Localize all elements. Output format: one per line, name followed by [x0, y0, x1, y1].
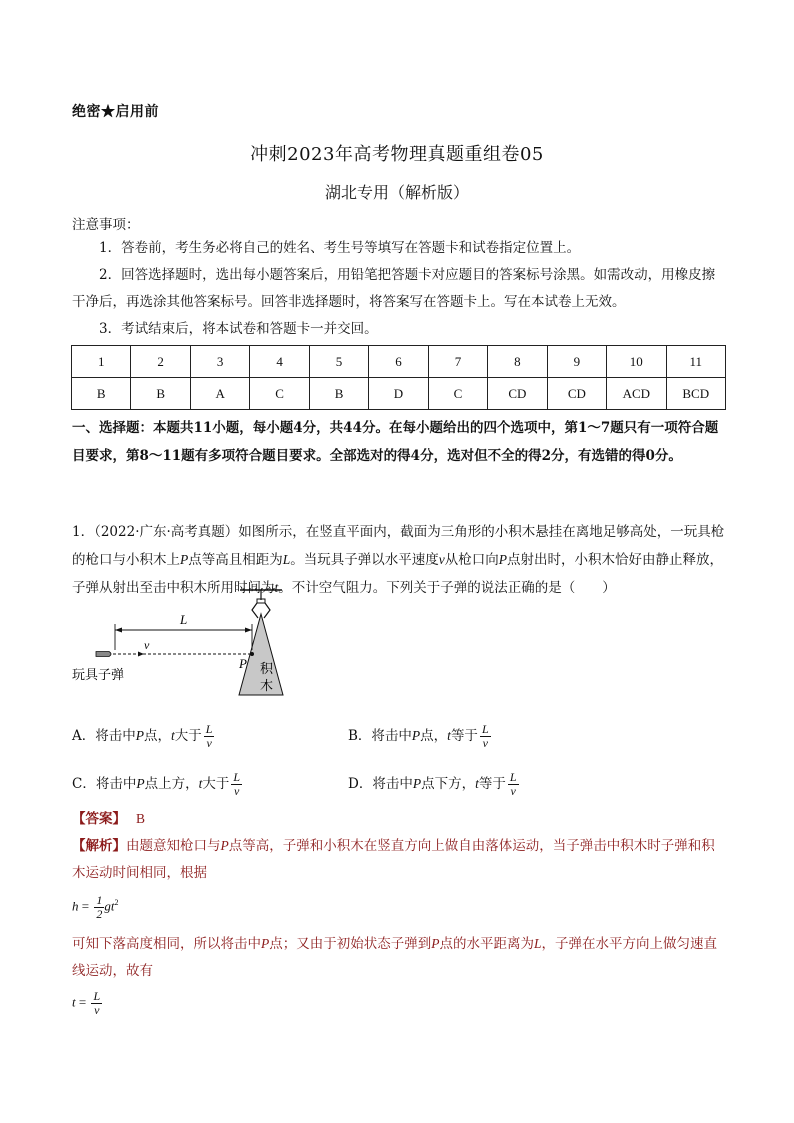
option-text: A．将击中	[72, 728, 136, 744]
label-v: v	[144, 638, 150, 652]
option-var-p: P	[135, 728, 144, 743]
q1-var-t: t	[274, 580, 279, 595]
option-text: 点上方，	[144, 776, 199, 792]
table-cell: 7	[428, 346, 487, 378]
fraction-l-over-v: $\frac{L}{v}$	[93, 989, 101, 1017]
table-cell: C	[250, 378, 309, 410]
table-cell: 4	[250, 346, 309, 378]
option-var-p: P	[411, 728, 421, 743]
option-d	[348, 771, 519, 798]
explanation-paragraph-2	[72, 930, 726, 985]
distance-arrow-right	[245, 628, 252, 633]
label-p: P	[239, 656, 247, 671]
table-cell: 3	[190, 346, 249, 378]
formula-time	[72, 990, 102, 1017]
block-label-2: 木	[260, 679, 274, 694]
option-a	[72, 723, 214, 750]
table-cell: B	[131, 378, 190, 410]
table-cell: 11	[666, 346, 725, 378]
explanation-paragraph-1	[72, 832, 726, 887]
option-var-t: t	[171, 728, 175, 743]
answer-table-number-row	[72, 346, 726, 378]
option-text: D．将击中	[348, 776, 413, 792]
section-instructions: 一、选择题：本题共11小题，每小题4分，共44分。在每小题给出的四个选项中，第1～7题只有一项符合题目要求，第8～11题有多项符合题目要求。全部选对的得4分，选对但不全的得2分，有选错的得0分。	[72, 420, 719, 464]
table-cell: 8	[488, 346, 547, 378]
formula-free-fall	[72, 894, 118, 921]
fraction-one-half: $\frac{1}{2}$	[96, 893, 103, 921]
explanation-var-p: P	[261, 936, 270, 951]
answer-table	[71, 345, 726, 410]
secret-label: 绝密★启用前	[72, 104, 159, 120]
explanation-label: 【解析】	[72, 838, 126, 854]
q1-text: 1．（2022·广东·高考真题）如图所示，在竖直平面内，截面为三角形的小积木悬挂在离地足够高处，一玩具枪的枪口与小积木上	[72, 524, 725, 568]
explanation-text: 点的水平距离为	[439, 936, 534, 952]
formula-equals: =	[75, 994, 90, 1010]
bullet-shape	[96, 652, 111, 657]
option-var-p: P	[412, 776, 422, 791]
page-title: 冲刺2023年高考物理真题重组卷05	[250, 144, 544, 165]
table-cell: C	[428, 378, 487, 410]
answer-label: 【答案】	[72, 811, 126, 827]
table-cell: ACD	[607, 378, 666, 410]
table-cell: B	[72, 378, 131, 410]
fraction-l-over-v: $\frac{L}{v}$	[205, 722, 213, 750]
explanation-var-p: P	[431, 936, 440, 951]
answer-table-answer-row	[72, 378, 726, 410]
option-text: 等于	[478, 776, 506, 792]
option-var-p: P	[136, 776, 145, 791]
fraction-l-over-v: $\frac{L}{v}$	[233, 770, 241, 798]
formula-equals: =	[78, 898, 93, 914]
option-text: C．将击中	[72, 776, 137, 792]
formula-gt: gt	[104, 898, 115, 914]
table-cell: A	[190, 378, 249, 410]
q1-var-p: P	[180, 552, 189, 567]
option-text: 点，	[420, 728, 448, 744]
table-cell: CD	[547, 378, 606, 410]
q1-text: 。不计空气阻力。下列关于子弹的说法正确的是（ ）	[278, 580, 616, 596]
option-var-t: t	[198, 776, 203, 791]
table-cell: BCD	[666, 378, 725, 410]
table-cell: B	[309, 378, 368, 410]
block-label-1: 积	[260, 662, 274, 677]
fraction-l-over-v: $\frac{L}{v}$	[481, 722, 489, 750]
table-cell: D	[369, 378, 428, 410]
notice-heading: 注意事项：	[72, 217, 140, 233]
explanation-var-l: L	[534, 936, 542, 951]
label-toy-bullet: 玩具子弹	[72, 668, 125, 683]
option-text: 点，	[144, 728, 171, 744]
table-cell: 1	[72, 346, 131, 378]
q1-var-p: P	[498, 552, 508, 567]
option-var-t: t	[447, 728, 451, 743]
option-text: 大于	[174, 728, 202, 744]
distance-arrow-left	[115, 628, 122, 633]
explanation-text: 点；又由于初始状态子弹到	[269, 936, 432, 952]
table-cell: 6	[369, 346, 428, 378]
option-b	[348, 723, 491, 750]
formula-exponent: 2	[114, 898, 119, 908]
q1-text: 。当玩具子弹以水平速度	[290, 552, 439, 568]
point-p-dot	[250, 652, 254, 656]
formula-var-h: h	[72, 898, 79, 914]
label-l: L	[180, 612, 188, 627]
table-cell: 9	[547, 346, 606, 378]
q1-var-l: L	[282, 552, 291, 567]
option-c	[72, 771, 242, 798]
option-text: 点下方，	[421, 776, 476, 792]
option-var-t: t	[475, 776, 479, 791]
option-text: B．将击中	[348, 728, 412, 744]
q1-var-v: v	[438, 552, 445, 567]
explanation-text: 由题意知枪口与	[126, 838, 221, 854]
explanation-text: 可知下落高度相同，所以将击中	[72, 936, 261, 952]
table-cell: 5	[309, 346, 368, 378]
notice-item-2: 2．回答选择题时，选出每小题答案后，用铅笔把答题卡对应题目的答案标号涂黑。如需改动，用橡皮擦干净后，再选涂其他答案标号。回答非选择题时，将答案写在答题卡上。写在本试卷上无效。	[72, 267, 716, 310]
velocity-arrow	[138, 652, 144, 657]
fraction-l-over-v: $\frac{L}{v}$	[509, 770, 517, 798]
q1-text: 点射出时，小积木恰好由静止释放，子弹从射出至击中积木所用时间为	[72, 552, 724, 596]
formula-var-t: t	[72, 994, 76, 1010]
question-1-figure	[72, 588, 372, 703]
explanation-var-p: P	[220, 838, 229, 853]
q1-text: 从枪口向	[444, 552, 499, 568]
answer-line	[72, 807, 145, 827]
notice-item-3: 3．考试结束后，将本试卷和答题卡一并交回。	[99, 321, 378, 337]
table-cell: 10	[607, 346, 666, 378]
table-cell: 2	[131, 346, 190, 378]
answer-value: B	[136, 811, 146, 826]
notice-item-1: 1．答卷前，考生务必将自己的姓名、考生号等填写在答题卡和试卷指定位置上。	[99, 240, 581, 256]
explanation-text: 点等高，子弹和小积木在竖直方向上做自由落体运动，当子弹击中积木时子弹和积木运动时间相同，根据	[72, 838, 715, 881]
q1-text: 点等高且相距为	[188, 552, 283, 568]
explanation-text: ，子弹在水平方向上做匀速直线运动，故有	[72, 936, 718, 979]
option-text: 等于	[450, 728, 478, 744]
option-text: 大于	[202, 776, 230, 792]
page-subtitle: 湖北专用（解析版）	[324, 183, 469, 202]
table-cell: CD	[488, 378, 547, 410]
